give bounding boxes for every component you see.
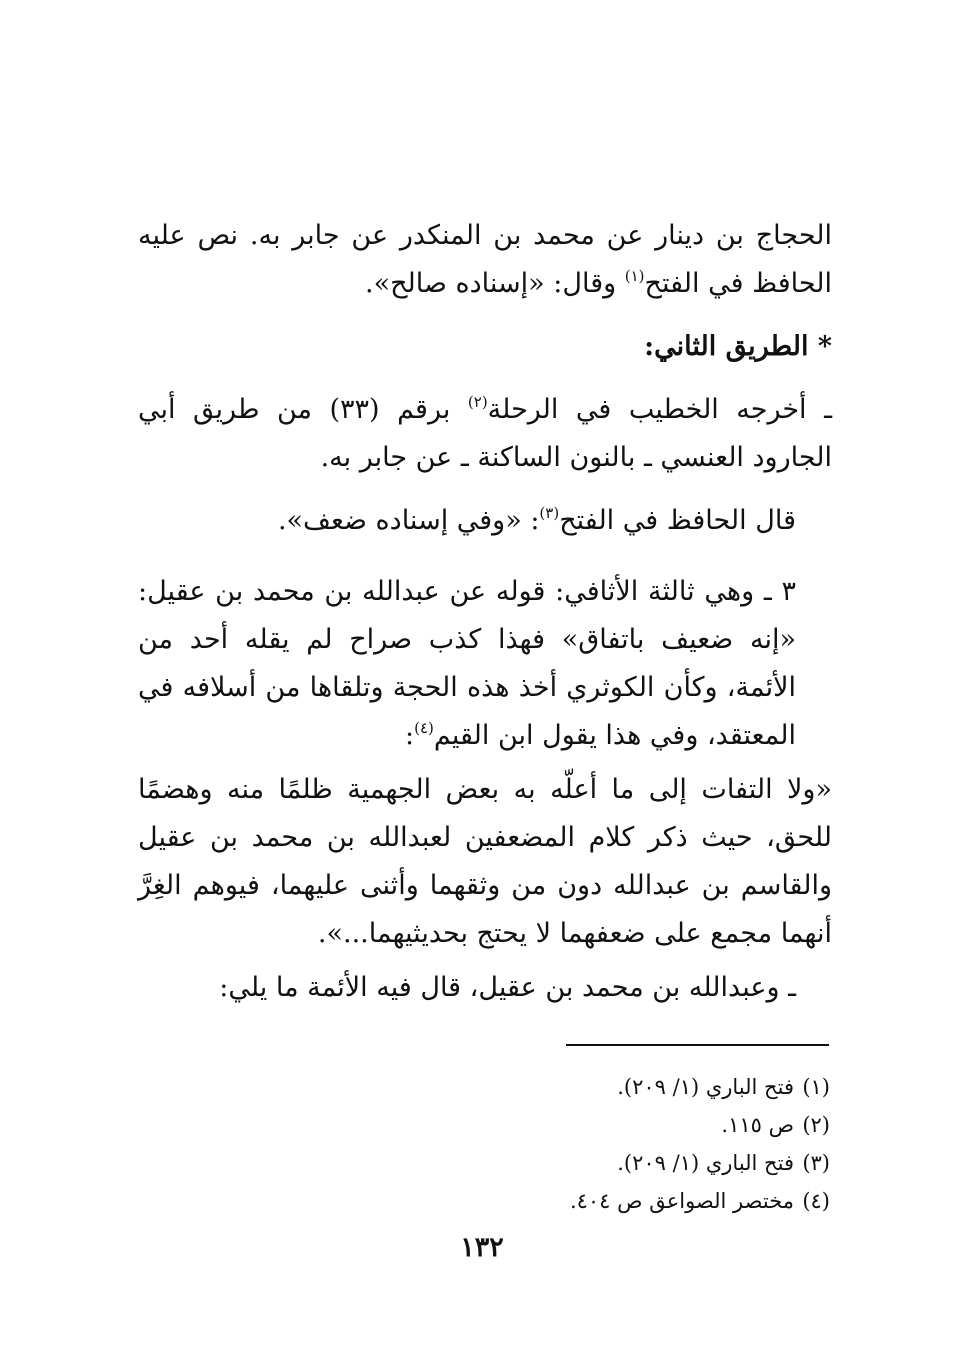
footnote-item (300, 1182, 830, 1220)
footnote-text: فتح الباري (١/ ٢٠٩). (617, 1151, 794, 1175)
footnote-number: (٣) (802, 1151, 830, 1175)
paragraph-khatib-text: ـ أخرجه الخطيب في الرحلة (487, 394, 832, 425)
paragraph-hajjaj-tail: وقال: «إسناده صالح». (365, 268, 625, 299)
footnote-ref-1: (١) (624, 267, 645, 285)
paragraph-hafiz-fath (138, 497, 832, 545)
footnote-item (300, 1106, 830, 1144)
page-number: ١٣٢ (460, 1232, 504, 1263)
footnote-ref-2: (٢) (467, 393, 488, 411)
section-heading-second-route: * الطريق الثاني: (644, 331, 832, 362)
footnote-ref-4: (٤) (414, 719, 434, 737)
footnote-item (300, 1068, 830, 1106)
footnote-text: ص ١١٥. (721, 1113, 794, 1137)
paragraph-hajjaj-text: الحجاج بن دينار عن محمد بن المنكدر عن جابر به. نص عليه الحافظ في الفتح (138, 220, 832, 299)
footnote-divider (566, 1044, 829, 1046)
footnote-text: مختصر الصواعق ص ٤٠٤. (569, 1189, 794, 1213)
paragraph-hafiz-text: قال الحافظ في الفتح (559, 505, 796, 536)
footnote-item (300, 1144, 830, 1182)
paragraph-third-point (138, 568, 832, 760)
paragraph-hafiz-tail: : «وفي إسناده ضعف». (277, 505, 540, 536)
paragraph-hajjaj (138, 212, 832, 308)
footnote-number: (٤) (802, 1189, 830, 1213)
paragraph-third-point-tail: : (404, 720, 415, 751)
quote-ibn-qayyim: «ولا التفات إلى ما أعلّه به بعض الجهمية ظلمًا منه وهضمًا للحق، حيث ذكر كلام المضعفين لعبدالله بن محمد بن عقيل والقاسم بن عبدالله دون من وثقهما وأثنى عليهما، فيوهم الغِرَّ أنهما مجمع على ضعفهما لا يحتج بحديثيهما...». (138, 774, 832, 949)
paragraph-abdullah-aqil: ـ وعبدالله بن محمد بن عقيل، قال فيه الأئمة ما يلي: (219, 972, 796, 1003)
paragraph-third-point-text: ٣ ـ وهي ثالثة الأثافي: قوله عن عبدالله بن محمد بن عقيل: «إنه ضعيف باتفاق» فهذا كذب صراح لم يقله أحد من الأئمة، وكأن الكوثري أخذ هذه الحجة وتلقاها من أسلافه في المعتقد، وفي هذا يقول ابن القيم (138, 576, 796, 751)
footnote-ref-3: (٣) (539, 504, 560, 522)
paragraph-khatib-tail: برقم (٣٣) من طريق أبي الجارود العنسي ـ بالنون الساكنة ـ عن جابر به. (138, 394, 832, 473)
footnotes (300, 1068, 830, 1220)
footnote-text: فتح الباري (١/ ٢٠٩). (617, 1075, 794, 1099)
footnote-number: (٢) (802, 1113, 830, 1137)
footnote-number: (١) (802, 1075, 830, 1099)
paragraph-khatib (138, 386, 832, 482)
